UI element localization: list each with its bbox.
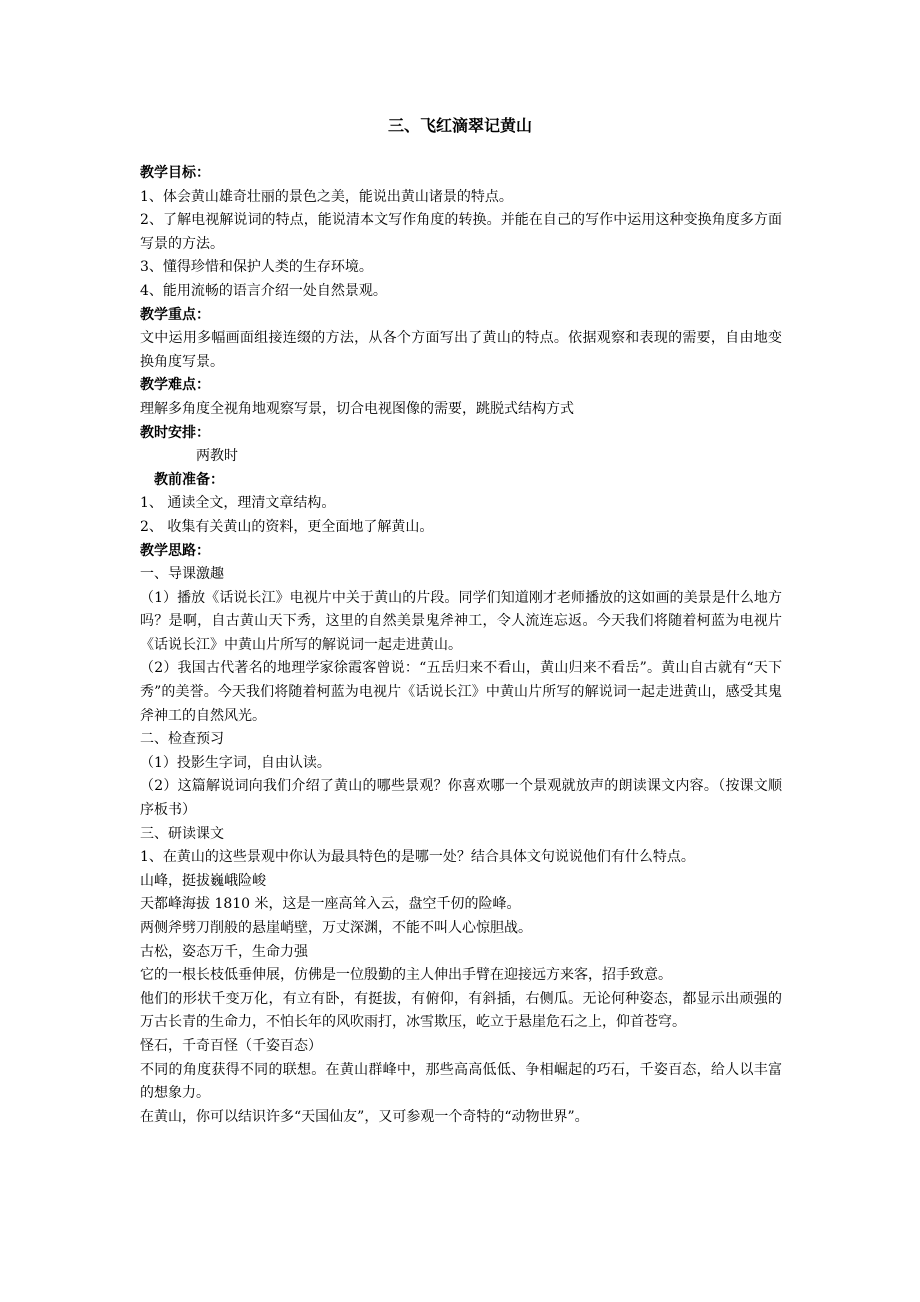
paragraph: （1）投影生字词，自由认读。 <box>140 754 331 771</box>
difficulties-text: 理解多角度全视角地观察写景，切合电视图像的需要，跳脱式结构方式 <box>140 400 574 417</box>
paragraph: （1）播放《话说长江》电视片中关于黄山的片段。同学们知道刚才老师播放的这如画的美景是什么地方吗？是啊，自古黄山天下秀，这里的自然美景鬼斧神工，令人流连忘返。今天我们将随着柯蓝为电视片《话说长江》中黄山片所写的解说词一起走进黄山。 <box>140 589 782 653</box>
paragraph: 古松，姿态万千，生命力强 <box>140 943 308 960</box>
paragraph: 天都峰海拔 1810 米，这是一座高耸入云，盘空千仞的险峰。 <box>140 896 521 913</box>
paragraph: 他们的形状千变万化，有立有卧，有挺拔，有俯仰，有斜插，右侧瓜。无论何种姿态，都显示出顽强的万古长青的生命力，不怕长年的风吹雨打，冰雪欺压，屹立于悬崖危石之上，仰首苍穹。 <box>140 990 782 1031</box>
section-heading-2: 二、检查预习 <box>140 731 224 748</box>
section-heading-1: 一、导课激趣 <box>140 566 224 583</box>
heading-teaching-ideas: 教学思路： <box>140 542 210 559</box>
paragraph: 在黄山，你可以结识许多“天国仙友”，又可参观一个奇特的“动物世界”。 <box>140 1108 589 1125</box>
paragraph: 1、在黄山的这些景观中你认为最具特色的是哪一处？结合具体文句说说他们有什么特点。 <box>140 849 695 866</box>
goal-item-3: 3、懂得珍惜和保护人类的生存环境。 <box>140 259 373 276</box>
preparation-item-2: 2、 收集有关黄山的资料，更全面地了解黄山。 <box>140 518 434 535</box>
key-points-text: 文中运用多幅画面组接连缀的方法，从各个方面写出了黄山的特点。依据观察和表现的需要，自由地变换角度写景。 <box>140 330 782 370</box>
schedule-text: 两教时 <box>196 448 238 465</box>
preparation-item-1: 1、 通读全文，理清文章结构。 <box>140 495 336 512</box>
paragraph: 山峰，挺拔巍峨险峻 <box>140 872 266 889</box>
goal-item-4: 4、能用流畅的语言介绍一处自然景观。 <box>140 282 387 299</box>
goal-item-1: 1、体会黄山雄奇壮丽的景色之美，能说出黄山诸景的特点。 <box>140 188 513 205</box>
document-title: 三、飞红滴翠记黄山 <box>387 116 532 135</box>
paragraph: 两侧斧劈刀削般的悬崖峭壁，万丈深渊，不能不叫人心惊胆战。 <box>140 920 532 936</box>
paragraph: 它的一根长枝低垂伸展，仿佛是一位殷勤的主人伸出手臂在迎接远方来客，招手致意。 <box>140 967 672 984</box>
paragraph: 怪石，千奇百怪（千姿百态） <box>140 1037 322 1054</box>
paragraph: （2）这篇解说词向我们介绍了黄山的哪些景观？你喜欢哪一个景观就放声的朗读课文内容。（按课文顺序板书） <box>140 778 782 819</box>
paragraph: 不同的角度获得不同的联想。在黄山群峰中，那些高高低低、争相崛起的巧石，千姿百态，给人以丰富的想象力。 <box>140 1061 782 1102</box>
paragraph: （2）我国古代著名的地理学家徐霞客曾说：“五岳归来不看山，黄山归来不看岳”。黄山自古就有“天下秀”的美誉。今天我们将随着柯蓝为电视片《话说长江》中黄山片所写的解说词一起走进黄山，感受其鬼斧神工的自然风光。 <box>140 660 782 724</box>
section-heading-3: 三、研读课文 <box>140 825 224 842</box>
heading-key-points: 教学重点： <box>140 306 210 323</box>
heading-teaching-goals: 教学目标： <box>140 165 210 181</box>
heading-schedule: 教时安排： <box>140 424 210 441</box>
heading-preparation: 教前准备： <box>154 471 224 488</box>
goal-item-2: 2、了解电视解说词的特点，能说清本文写作角度的转换。并能在自己的写作中运用这种变换角度多方面写景的方法。 <box>140 212 782 252</box>
heading-difficulties: 教学难点： <box>140 377 210 394</box>
document-body <box>140 162 782 1129</box>
